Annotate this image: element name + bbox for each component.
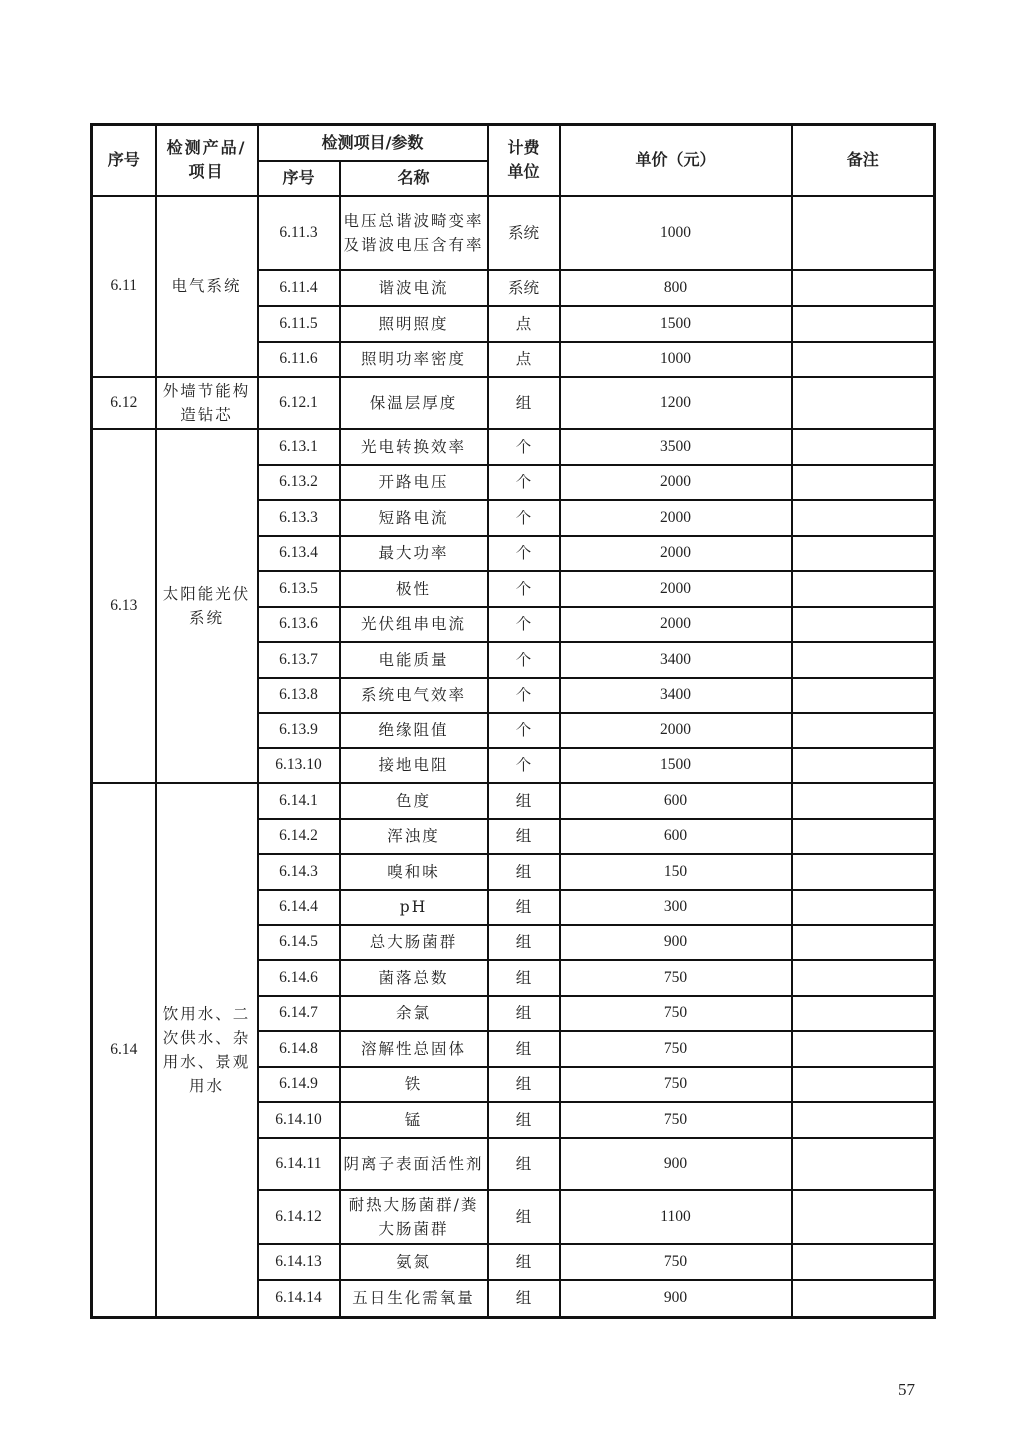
item-unit: 组 bbox=[488, 1280, 560, 1318]
item-name: 光电转换效率 bbox=[340, 429, 488, 465]
item-remark bbox=[792, 890, 935, 925]
item-price: 1000 bbox=[560, 342, 792, 377]
item-unit: 组 bbox=[488, 1031, 560, 1067]
item-unit: 点 bbox=[488, 306, 560, 342]
item-seq: 6.13.7 bbox=[258, 642, 340, 678]
page-number: 57 bbox=[898, 1380, 915, 1399]
item-seq: 6.11.3 bbox=[258, 196, 340, 270]
header-item-name: 名称 bbox=[340, 161, 488, 196]
item-name: 余氯 bbox=[340, 996, 488, 1031]
header-item-group: 检测项目/参数 bbox=[258, 125, 488, 161]
item-remark bbox=[792, 465, 935, 500]
item-seq: 6.14.12 bbox=[258, 1190, 340, 1244]
item-name: 最大功率 bbox=[340, 536, 488, 571]
item-remark bbox=[792, 571, 935, 607]
item-name: 保温层厚度 bbox=[340, 377, 488, 429]
item-remark bbox=[792, 996, 935, 1031]
item-seq: 6.14.2 bbox=[258, 819, 340, 854]
item-unit: 组 bbox=[488, 1244, 560, 1280]
item-unit: 组 bbox=[488, 377, 560, 429]
item-price: 300 bbox=[560, 890, 792, 925]
table-row bbox=[92, 783, 935, 819]
table-body bbox=[92, 196, 935, 1318]
price-table bbox=[90, 123, 936, 1319]
item-unit: 个 bbox=[488, 429, 560, 465]
item-name: 绝缘阻值 bbox=[340, 713, 488, 748]
item-seq: 6.13.4 bbox=[258, 536, 340, 571]
item-unit: 点 bbox=[488, 342, 560, 377]
group-product: 电气系统 bbox=[156, 196, 258, 377]
item-remark bbox=[792, 196, 935, 270]
item-seq: 6.13.8 bbox=[258, 678, 340, 713]
item-price: 900 bbox=[560, 1280, 792, 1318]
item-unit: 个 bbox=[488, 678, 560, 713]
item-name: 系统电气效率 bbox=[340, 678, 488, 713]
item-unit: 个 bbox=[488, 500, 560, 536]
item-price: 150 bbox=[560, 854, 792, 890]
item-name: pH bbox=[340, 890, 488, 925]
item-unit: 个 bbox=[488, 607, 560, 642]
item-name: 谐波电流 bbox=[340, 270, 488, 306]
item-seq: 6.14.7 bbox=[258, 996, 340, 1031]
item-remark bbox=[792, 854, 935, 890]
header-product-label: 检测产品/项目 bbox=[166, 138, 247, 182]
group-seq: 6.11 bbox=[92, 196, 156, 377]
item-seq: 6.13.6 bbox=[258, 607, 340, 642]
item-name: 浑浊度 bbox=[340, 819, 488, 854]
item-remark bbox=[792, 748, 935, 783]
item-remark bbox=[792, 642, 935, 678]
item-seq: 6.11.4 bbox=[258, 270, 340, 306]
item-price: 1200 bbox=[560, 377, 792, 429]
item-unit: 个 bbox=[488, 748, 560, 783]
item-price: 2000 bbox=[560, 607, 792, 642]
item-remark bbox=[792, 536, 935, 571]
item-remark bbox=[792, 306, 935, 342]
item-unit: 个 bbox=[488, 536, 560, 571]
group-product: 外墙节能构造钻芯 bbox=[156, 377, 258, 429]
item-name: 阴离子表面活性剂 bbox=[340, 1138, 488, 1190]
item-unit: 个 bbox=[488, 571, 560, 607]
item-seq: 6.13.9 bbox=[258, 713, 340, 748]
item-price: 1500 bbox=[560, 748, 792, 783]
header-unit bbox=[488, 125, 560, 196]
item-name: 铁 bbox=[340, 1067, 488, 1102]
header-seq: 序号 bbox=[92, 125, 156, 196]
group-seq: 6.14 bbox=[92, 783, 156, 1318]
item-unit: 组 bbox=[488, 960, 560, 996]
table-row bbox=[92, 377, 935, 429]
item-name: 短路电流 bbox=[340, 500, 488, 536]
item-price: 750 bbox=[560, 1031, 792, 1067]
item-price: 2000 bbox=[560, 500, 792, 536]
item-unit: 组 bbox=[488, 925, 560, 960]
item-name: 氨氮 bbox=[340, 1244, 488, 1280]
item-price: 1000 bbox=[560, 196, 792, 270]
item-price: 2000 bbox=[560, 465, 792, 500]
item-name: 照明照度 bbox=[340, 306, 488, 342]
item-name: 电压总谐波畸变率及谐波电压含有率 bbox=[340, 196, 488, 270]
item-price: 1500 bbox=[560, 306, 792, 342]
item-name: 光伏组串电流 bbox=[340, 607, 488, 642]
header-remark: 备注 bbox=[792, 125, 935, 196]
item-seq: 6.13.3 bbox=[258, 500, 340, 536]
item-price: 800 bbox=[560, 270, 792, 306]
item-remark bbox=[792, 678, 935, 713]
item-remark bbox=[792, 429, 935, 465]
item-name: 锰 bbox=[340, 1102, 488, 1138]
item-price: 1100 bbox=[560, 1190, 792, 1244]
item-seq: 6.14.3 bbox=[258, 854, 340, 890]
item-seq: 6.11.6 bbox=[258, 342, 340, 377]
header-product bbox=[156, 125, 258, 196]
item-price: 750 bbox=[560, 1102, 792, 1138]
item-name: 嗅和味 bbox=[340, 854, 488, 890]
item-name: 溶解性总固体 bbox=[340, 1031, 488, 1067]
item-unit: 系统 bbox=[488, 270, 560, 306]
item-remark bbox=[792, 1190, 935, 1244]
item-remark bbox=[792, 342, 935, 377]
item-price: 750 bbox=[560, 960, 792, 996]
item-price: 2000 bbox=[560, 536, 792, 571]
item-unit: 组 bbox=[488, 819, 560, 854]
item-unit: 系统 bbox=[488, 196, 560, 270]
item-remark bbox=[792, 1067, 935, 1102]
item-name: 色度 bbox=[340, 783, 488, 819]
item-price: 750 bbox=[560, 1067, 792, 1102]
item-price: 3500 bbox=[560, 429, 792, 465]
item-seq: 6.14.14 bbox=[258, 1280, 340, 1318]
item-seq: 6.14.10 bbox=[258, 1102, 340, 1138]
group-seq: 6.13 bbox=[92, 429, 156, 783]
item-remark bbox=[792, 819, 935, 854]
item-remark bbox=[792, 925, 935, 960]
item-name: 接地电阻 bbox=[340, 748, 488, 783]
item-seq: 6.14.8 bbox=[258, 1031, 340, 1067]
item-seq: 6.14.4 bbox=[258, 890, 340, 925]
group-product: 太阳能光伏系统 bbox=[156, 429, 258, 783]
item-name: 总大肠菌群 bbox=[340, 925, 488, 960]
item-price: 3400 bbox=[560, 678, 792, 713]
item-remark bbox=[792, 783, 935, 819]
item-seq: 6.13.10 bbox=[258, 748, 340, 783]
item-seq: 6.11.5 bbox=[258, 306, 340, 342]
item-remark bbox=[792, 1280, 935, 1318]
item-unit: 个 bbox=[488, 465, 560, 500]
item-remark bbox=[792, 377, 935, 429]
item-unit: 组 bbox=[488, 1102, 560, 1138]
item-seq: 6.14.1 bbox=[258, 783, 340, 819]
table-row bbox=[92, 429, 935, 465]
item-unit: 组 bbox=[488, 854, 560, 890]
item-seq: 6.14.13 bbox=[258, 1244, 340, 1280]
item-price: 2000 bbox=[560, 571, 792, 607]
item-price: 600 bbox=[560, 819, 792, 854]
item-seq: 6.14.6 bbox=[258, 960, 340, 996]
item-name: 耐热大肠菌群/粪大肠菌群 bbox=[340, 1190, 488, 1244]
item-seq: 6.14.9 bbox=[258, 1067, 340, 1102]
item-seq: 6.13.1 bbox=[258, 429, 340, 465]
group-seq: 6.12 bbox=[92, 377, 156, 429]
header-item-seq: 序号 bbox=[258, 161, 340, 196]
item-name: 开路电压 bbox=[340, 465, 488, 500]
group-product: 饮用水、二次供水、杂用水、景观用水 bbox=[156, 783, 258, 1318]
item-remark bbox=[792, 270, 935, 306]
item-seq: 6.13.2 bbox=[258, 465, 340, 500]
item-price: 900 bbox=[560, 925, 792, 960]
item-remark bbox=[792, 713, 935, 748]
table-row bbox=[92, 196, 935, 270]
item-unit: 组 bbox=[488, 1138, 560, 1190]
item-unit: 组 bbox=[488, 996, 560, 1031]
item-unit: 个 bbox=[488, 713, 560, 748]
item-unit: 个 bbox=[488, 642, 560, 678]
item-name: 菌落总数 bbox=[340, 960, 488, 996]
item-remark bbox=[792, 1031, 935, 1067]
item-remark bbox=[792, 607, 935, 642]
item-price: 3400 bbox=[560, 642, 792, 678]
item-name: 电能质量 bbox=[340, 642, 488, 678]
item-price: 600 bbox=[560, 783, 792, 819]
item-seq: 6.14.11 bbox=[258, 1138, 340, 1190]
item-unit: 组 bbox=[488, 783, 560, 819]
item-seq: 6.13.5 bbox=[258, 571, 340, 607]
item-remark bbox=[792, 960, 935, 996]
item-remark bbox=[792, 1102, 935, 1138]
item-price: 900 bbox=[560, 1138, 792, 1190]
item-name: 照明功率密度 bbox=[340, 342, 488, 377]
item-remark bbox=[792, 500, 935, 536]
item-price: 2000 bbox=[560, 713, 792, 748]
item-seq: 6.12.1 bbox=[258, 377, 340, 429]
header-price: 单价（元） bbox=[560, 125, 792, 196]
item-name: 五日生化需氧量 bbox=[340, 1280, 488, 1318]
item-remark bbox=[792, 1138, 935, 1190]
item-unit: 组 bbox=[488, 1067, 560, 1102]
item-remark bbox=[792, 1244, 935, 1280]
item-seq: 6.14.5 bbox=[258, 925, 340, 960]
item-name: 极性 bbox=[340, 571, 488, 607]
item-unit: 组 bbox=[488, 890, 560, 925]
item-unit: 组 bbox=[488, 1190, 560, 1244]
item-price: 750 bbox=[560, 996, 792, 1031]
item-price: 750 bbox=[560, 1244, 792, 1280]
header-unit-label: 计费单位 bbox=[507, 138, 540, 182]
